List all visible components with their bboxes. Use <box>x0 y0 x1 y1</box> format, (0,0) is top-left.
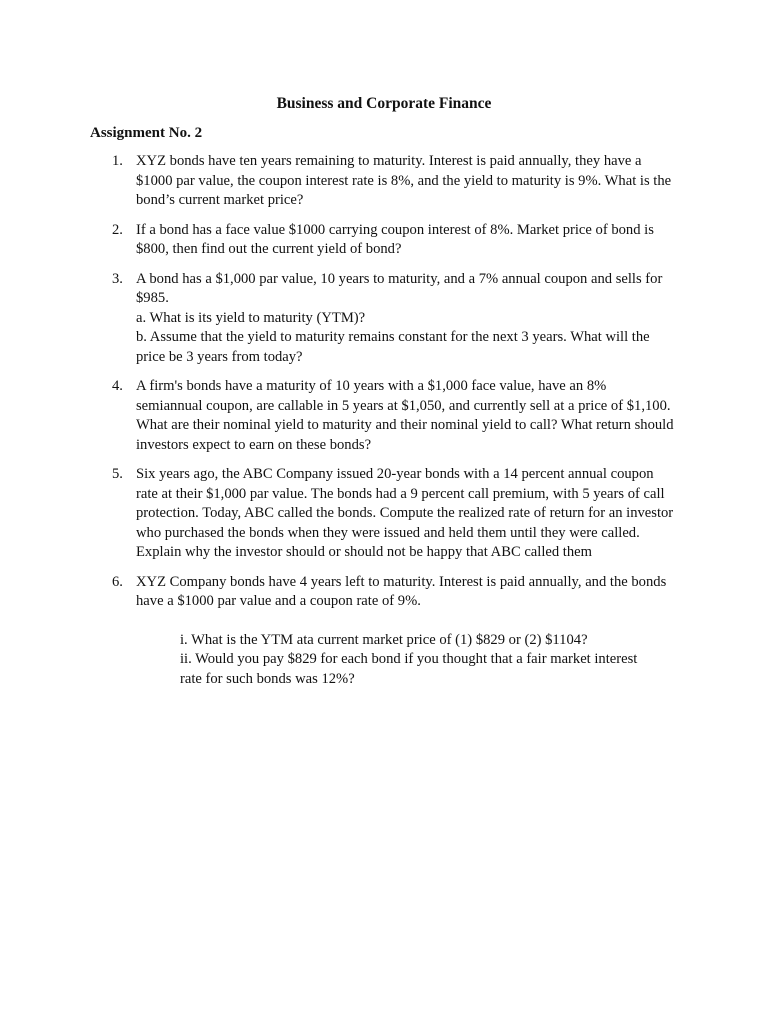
question-item <box>0 377 768 455</box>
question-text: Six years ago, the ABC Company issued 20-year bonds with a 14 percent annual coupon rate at their $1,000 par value. The bonds had a 9 percent call premium, with 5 years of call protection. Today, ABC called the bonds. Compute the realized rate of return for an investor who purchased the bonds when they were issued and held them until they were called. Explain why the investor should or should not be happy that ABC called them <box>136 466 674 560</box>
question-text: XYZ Company bonds have 4 years left to maturity. Interest is paid annually, and the bonds have a $1000 par value and a coupon rate of 9%. <box>136 573 667 609</box>
question-item <box>0 270 768 368</box>
question-text: A bond has a $1,000 par value, 10 years to maturity, and a 7% annual coupon and sells for $985. <box>136 270 663 306</box>
question-number: 4. <box>112 378 123 394</box>
page-title: Business and Corporate Finance <box>276 95 492 112</box>
question-number: 2. <box>112 221 123 238</box>
question-number: 5. <box>112 466 123 482</box>
question-part: i. What is the YTM ata current market price of (1) $829 or (2) $1104? <box>180 631 588 648</box>
question-item <box>0 573 768 690</box>
question-item <box>0 152 768 211</box>
question-part: a. What is its yield to maturity (YTM)? <box>136 309 366 326</box>
question-number: 3. <box>112 270 123 287</box>
question-part: ii. Would you pay $829 for each bond if you thought that a fair market interest rate for such bonds was 12%? <box>180 651 638 687</box>
question-item <box>0 221 768 260</box>
question-number: 6. <box>112 573 123 590</box>
assignment-heading: Assignment No. 2 <box>90 125 203 141</box>
question-list <box>0 152 768 699</box>
question-text: XYZ bonds have ten years remaining to maturity. Interest is paid annually, they have a $1000 par value, the coupon interest rate is 8%, and the yield to maturity is 9%. What is the bond’s current market price? <box>136 153 672 208</box>
question-number: 1. <box>112 153 123 169</box>
question-part: b. Assume that the yield to maturity remains constant for the next 3 years. What will the price be 3 years from today? <box>136 329 650 365</box>
question-item <box>0 465 768 563</box>
question-text: A firm's bonds have a maturity of 10 years with a $1,000 face value, have an 8% semiannual coupon, are callable in 5 years at $1,050, and currently sell at a price of $1,100. What are their nominal yield to maturity and their nominal yield to call? What return should investors expect to earn on these bonds? <box>136 378 674 453</box>
question-text: If a bond has a face value $1000 carrying coupon interest of 8%. Market price of bond is $800, then find out the current yield of bond? <box>136 221 654 257</box>
question-parts <box>180 631 660 690</box>
question-body <box>136 270 676 368</box>
